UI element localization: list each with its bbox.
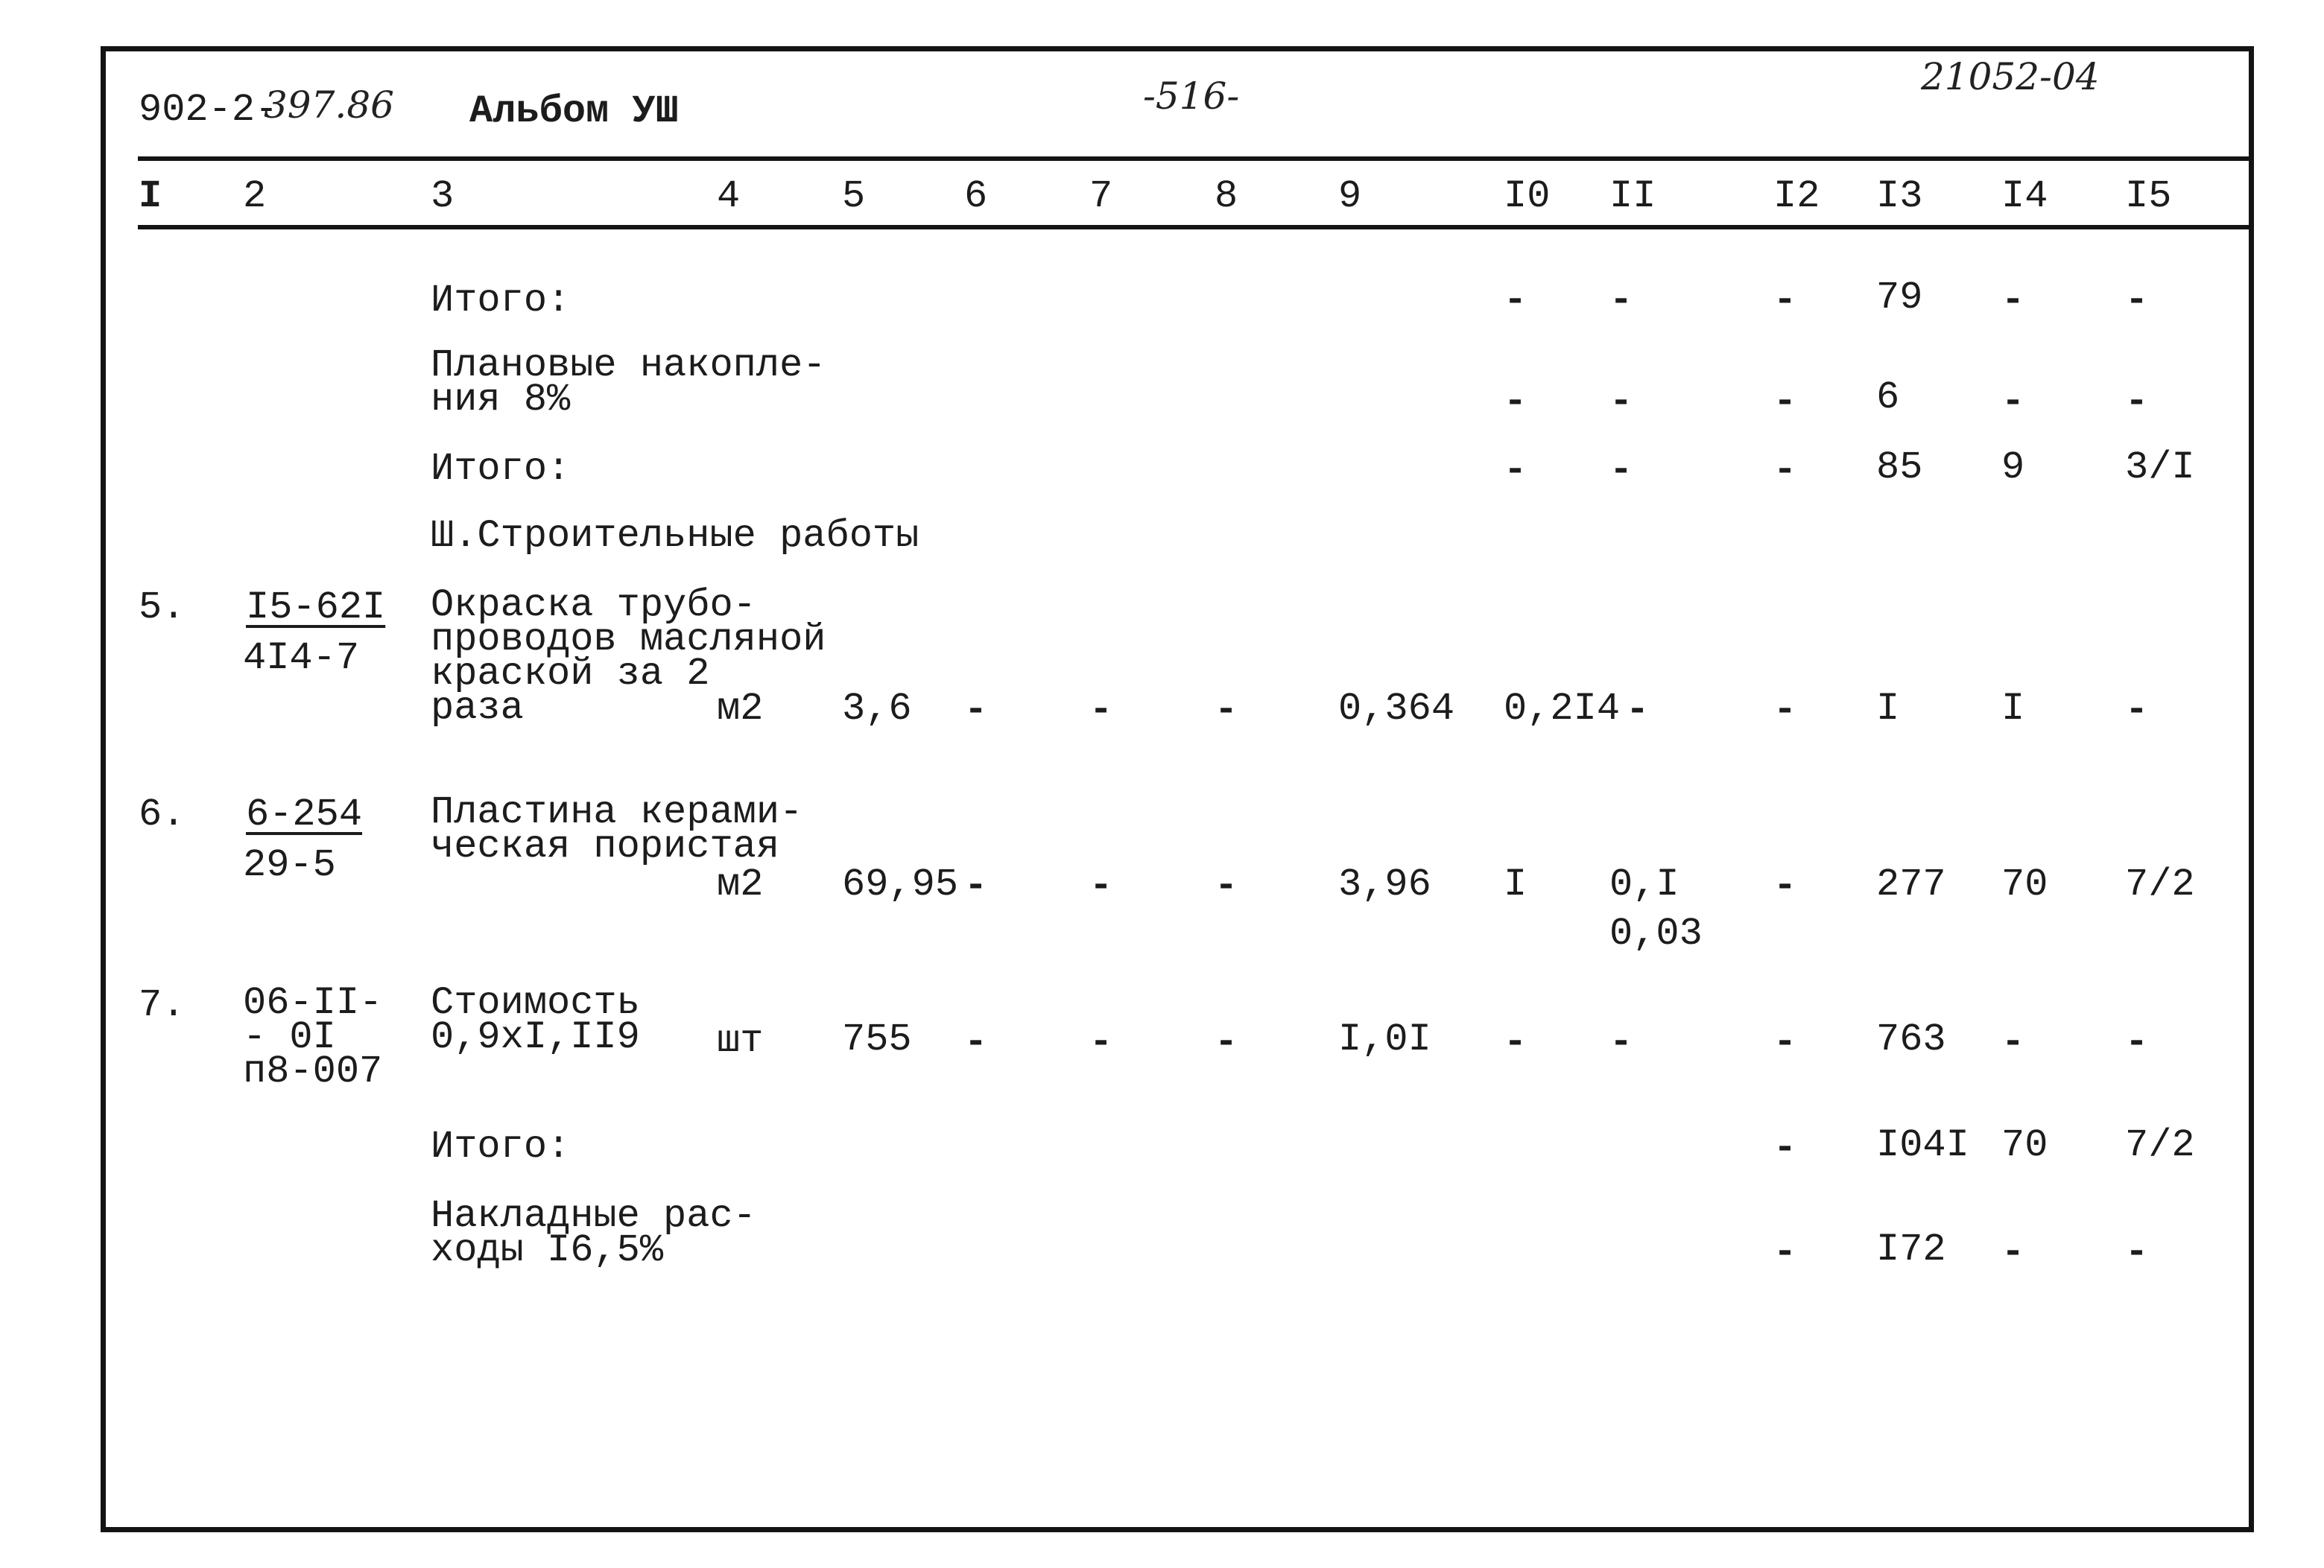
column-header: 3 [431, 174, 455, 218]
page-frame [101, 46, 2254, 1532]
cell: - [1773, 380, 1797, 424]
column-header: I4 [2001, 174, 2048, 218]
cell: - [2125, 1231, 2149, 1275]
column-header-rule [138, 225, 2250, 229]
column-header: II [1609, 174, 1656, 218]
subtotal-label: Итого: [431, 447, 571, 491]
cell: - [1504, 1021, 1527, 1064]
rate-code: 6-254 [246, 793, 363, 837]
cell: I [2001, 687, 2025, 731]
cell: - [1609, 1021, 1633, 1064]
cell: - [1626, 688, 1650, 732]
cell: - [1215, 864, 1238, 908]
cell: - [964, 864, 988, 908]
cell: - [2001, 380, 2025, 424]
unit: шт [717, 1019, 764, 1063]
column-header: 8 [1215, 174, 1238, 218]
rate-code-secondary: 4I4-7 [243, 636, 360, 680]
cell: 3/I [2125, 445, 2195, 489]
row-number: 5. [139, 585, 186, 629]
column-header: I2 [1773, 174, 1820, 218]
cell: - [2001, 1021, 2025, 1064]
cell: I72 [1876, 1228, 1946, 1272]
cell: - [1773, 448, 1797, 492]
cell: - [1504, 279, 1527, 323]
cell: - [2125, 1021, 2149, 1064]
column-header: 2 [243, 174, 267, 218]
cell: - [1773, 1126, 1797, 1170]
cell: 70 [2001, 1123, 2048, 1167]
album-title: Альбом УШ [469, 89, 679, 133]
cell: - [1089, 864, 1113, 908]
rate-code: I5-62I [246, 585, 386, 629]
column-header: 5 [842, 174, 866, 218]
cell: 0,364 [1338, 687, 1455, 731]
quantity: 69,95 [842, 863, 959, 907]
cell: I [1876, 687, 1900, 731]
column-header: 6 [964, 174, 988, 218]
cell: - [1773, 279, 1797, 323]
column-header: 9 [1338, 174, 1362, 218]
cell: 3,96 [1338, 863, 1431, 907]
cell: 0,03 [1609, 912, 1703, 956]
column-header: I [139, 174, 162, 218]
cell: - [1609, 380, 1633, 424]
row-description: Стоимость 0,9хI,II9 [431, 981, 640, 1059]
cell: I,0I [1338, 1018, 1431, 1061]
cell: I [1504, 863, 1527, 907]
column-header: 7 [1089, 174, 1113, 218]
row-number: 6. [139, 793, 186, 837]
cell: - [2125, 279, 2149, 323]
cell: - [1773, 1021, 1797, 1064]
row-number: 7. [139, 983, 186, 1027]
cell: - [2125, 688, 2149, 732]
cell: - [1089, 1021, 1113, 1064]
cell: 79 [1876, 276, 1923, 320]
document-number: 21052-04 [1921, 55, 2100, 98]
cell: 277 [1876, 863, 1946, 907]
project-number: 397.86 [264, 83, 394, 127]
cell: 0,2I4 [1504, 687, 1621, 731]
cell: - [2001, 1231, 2025, 1275]
unit: м2 [717, 863, 764, 907]
cell: - [2125, 380, 2149, 424]
cell: 7/2 [2125, 1123, 2195, 1167]
cell: 0,I [1609, 863, 1679, 907]
quantity: 3,6 [842, 687, 912, 731]
row-description: Накладные рас- ходы I6,5% [431, 1194, 756, 1272]
cell: - [1215, 688, 1238, 732]
cell: - [1504, 448, 1527, 492]
rate-code-secondary: 29-5 [243, 843, 336, 887]
series-number: 902-2- [139, 88, 279, 132]
cell: - [964, 688, 988, 732]
row-description: Пластина керами- ческая пористая [431, 790, 803, 869]
rate-code: 06-II- - 0I п8-007 [243, 981, 383, 1094]
column-header: I0 [1504, 174, 1551, 218]
cell: - [1215, 1021, 1238, 1064]
header-rule [138, 156, 2250, 161]
column-header: 4 [717, 174, 741, 218]
subtotal-label: Итого: [431, 279, 571, 323]
row-description: Плановые накопле- ния 8% [431, 343, 826, 422]
cell: - [1773, 688, 1797, 732]
cell: - [2001, 279, 2025, 323]
cell: 7/2 [2125, 863, 2195, 907]
cell: - [964, 1021, 988, 1064]
cell: - [1609, 279, 1633, 323]
row-description: Окраска трубо- проводов масляной краской за 2 раза [431, 583, 826, 730]
cell: 9 [2001, 445, 2025, 489]
cell: - [1089, 688, 1113, 732]
page-number: -516- [1143, 74, 1240, 118]
cell: 85 [1876, 445, 1923, 489]
column-header: I3 [1876, 174, 1923, 218]
column-header: I5 [2125, 174, 2172, 218]
cell: I04I [1876, 1123, 1969, 1167]
cell: 763 [1876, 1018, 1946, 1061]
cell: - [1773, 1231, 1797, 1275]
cell: - [1504, 380, 1527, 424]
cell: - [1609, 448, 1633, 492]
section-heading: Ш.Строительные работы [431, 514, 919, 558]
cell: 70 [2001, 863, 2048, 907]
cell: 6 [1876, 375, 1900, 419]
subtotal-label: Итого: [431, 1125, 571, 1169]
quantity: 755 [842, 1018, 912, 1061]
unit: м2 [717, 687, 764, 731]
cell: - [1773, 864, 1797, 908]
